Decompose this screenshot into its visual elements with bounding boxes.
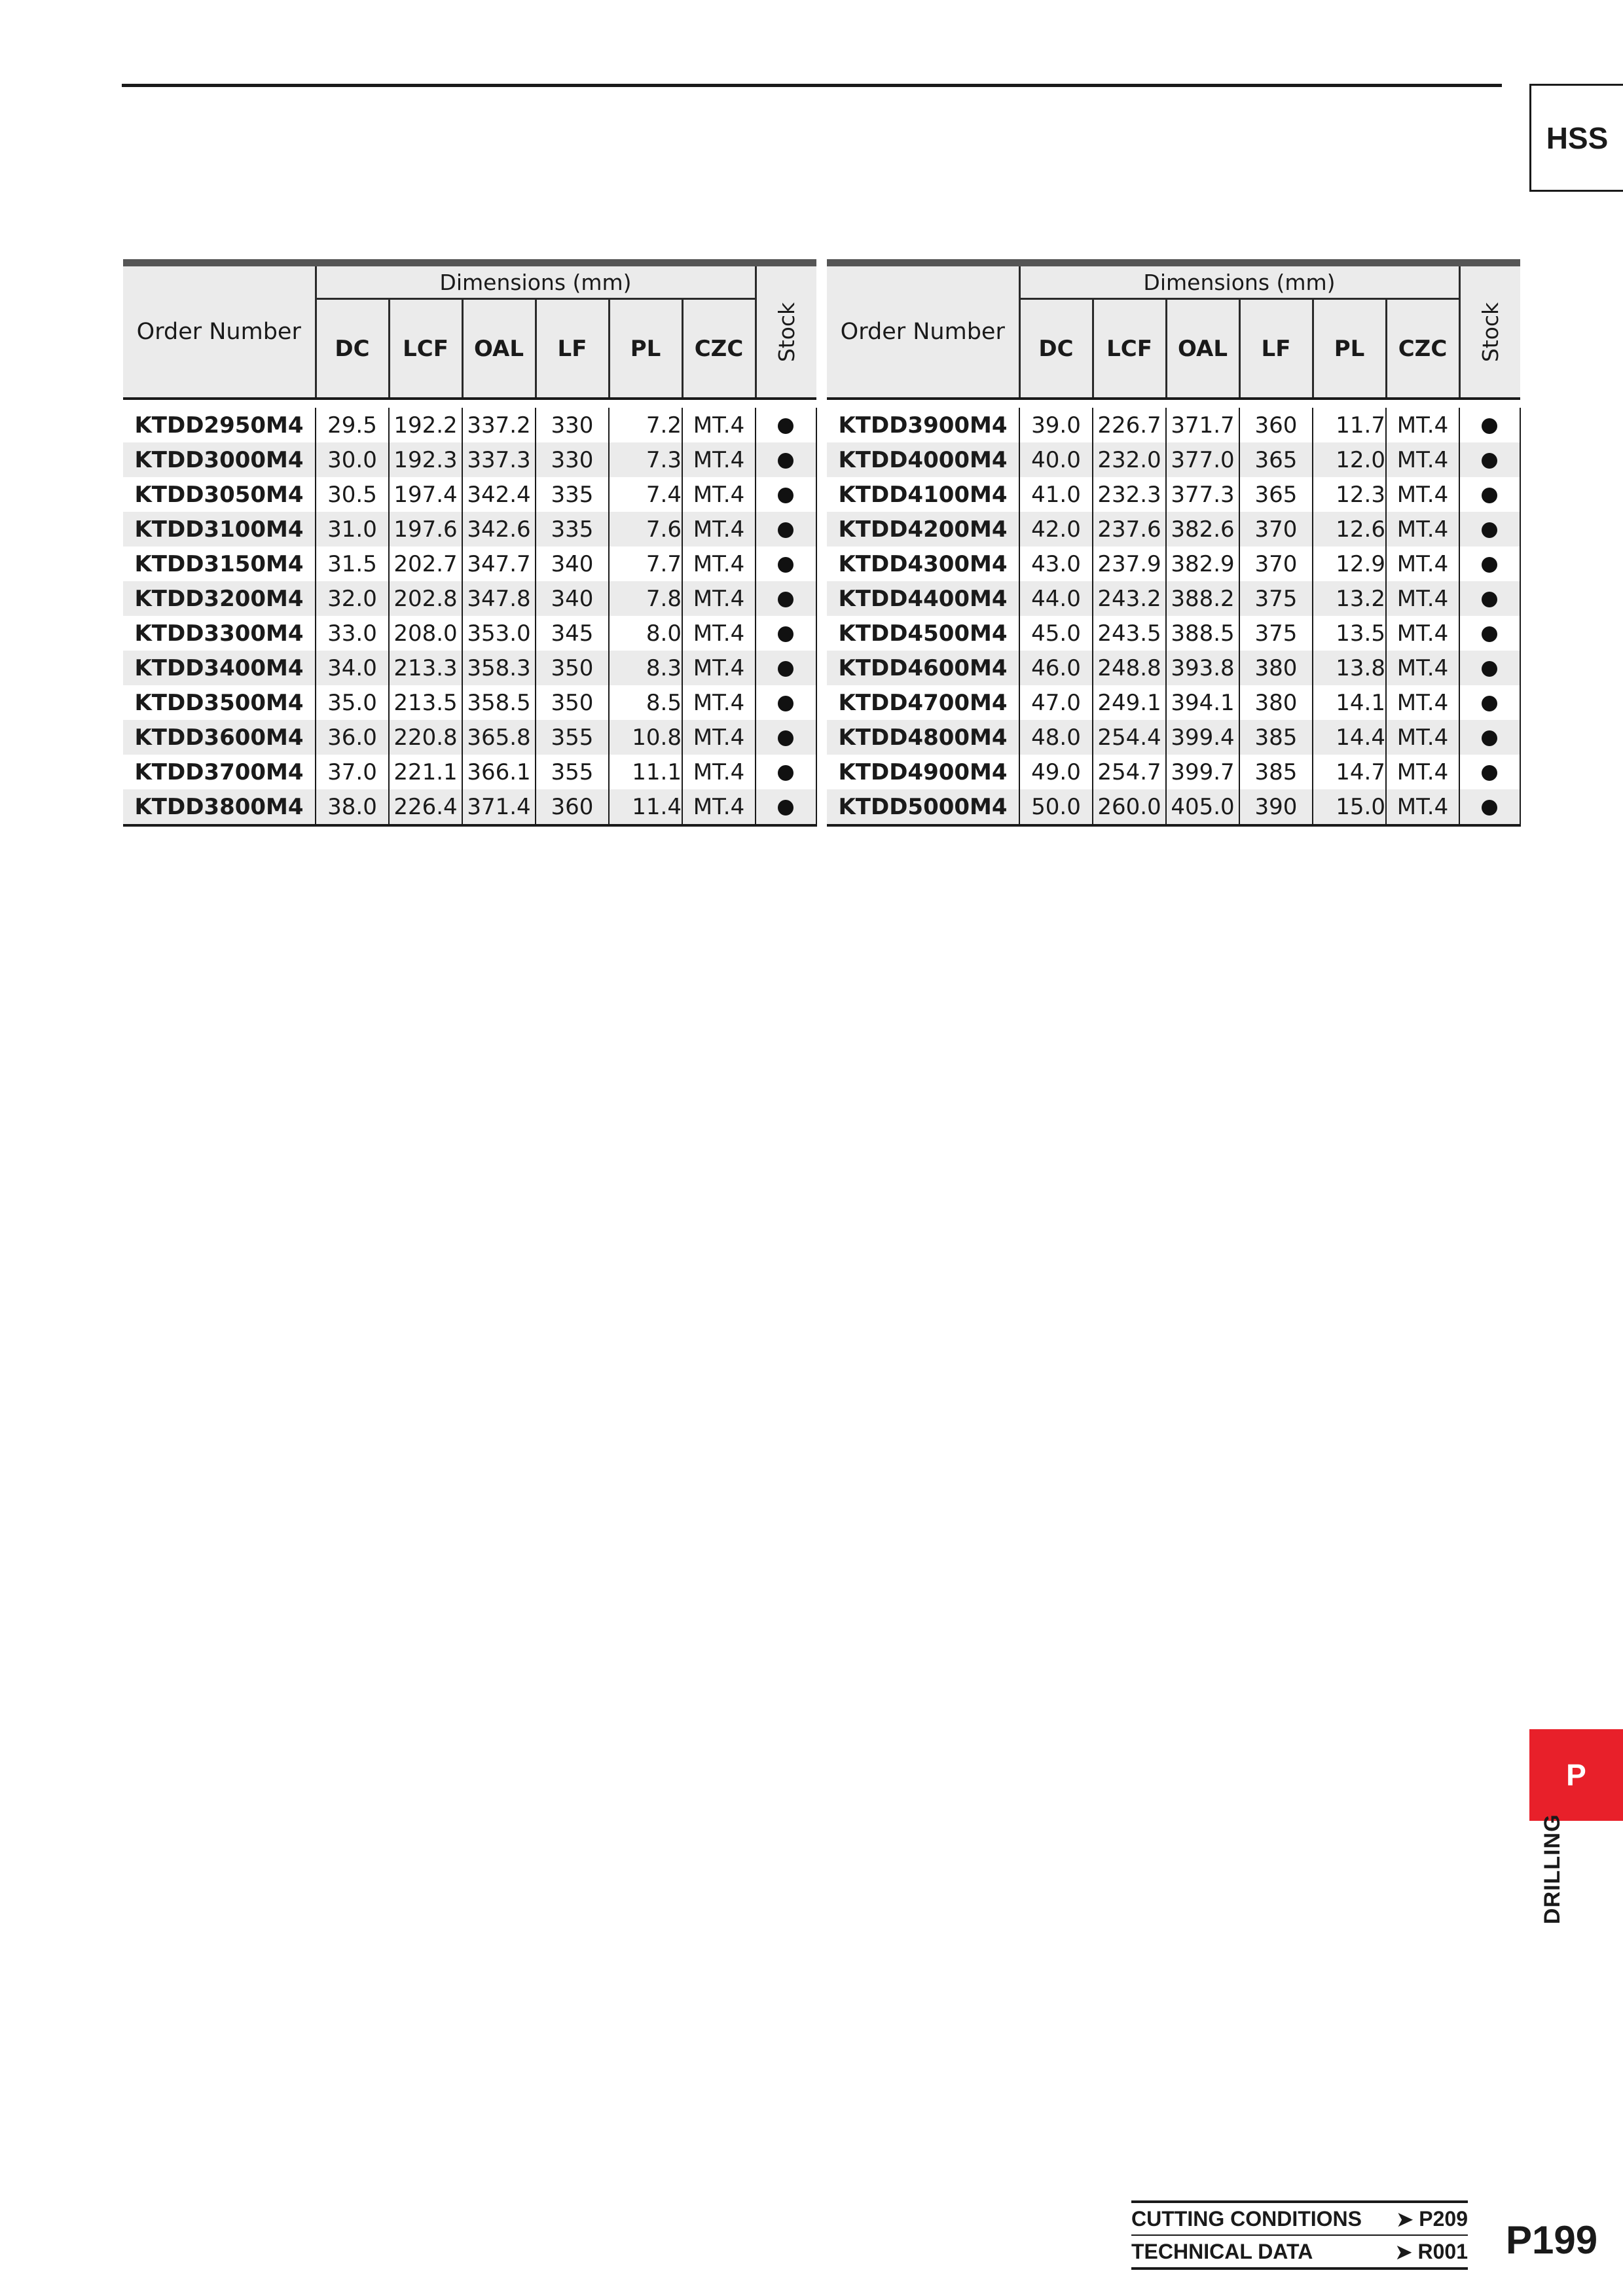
table-row (827, 512, 1520, 547)
czc-cell: MT.4 (682, 408, 756, 442)
table-row (123, 442, 816, 477)
in-stock-dot-icon (778, 557, 793, 573)
col-header-lcf: LCF (1093, 299, 1166, 399)
czc-cell: MT.4 (1386, 651, 1459, 685)
pl-cell: 13.8 (1313, 651, 1386, 685)
table-row (827, 477, 1520, 512)
in-stock-dot-icon (778, 488, 793, 503)
in-stock-dot-icon (1482, 488, 1497, 503)
czc-cell: MT.4 (1386, 616, 1459, 651)
pl-cell: 7.4 (609, 477, 682, 512)
reference-links (1131, 2200, 1468, 2270)
lf-cell: 350 (536, 651, 609, 685)
czc-cell: MT.4 (1386, 755, 1459, 789)
order-number-cell: KTDD4800M4 (827, 720, 1019, 755)
col-header-lcf: LCF (389, 299, 462, 399)
table-row (123, 512, 816, 547)
lf-cell: 360 (536, 789, 609, 825)
pl-cell: 7.2 (609, 408, 682, 442)
lcf-cell: 213.5 (389, 685, 462, 720)
pl-cell: 13.2 (1313, 581, 1386, 616)
czc-cell: MT.4 (682, 581, 756, 616)
lf-cell: 390 (1239, 789, 1313, 825)
oal-cell: 371.4 (462, 789, 536, 825)
oal-cell: 358.3 (462, 651, 536, 685)
table-row (827, 685, 1520, 720)
order-number-cell: KTDD4400M4 (827, 581, 1019, 616)
pl-cell: 13.5 (1313, 616, 1386, 651)
dc-cell: 46.0 (1019, 651, 1093, 685)
order-number-cell: KTDD4300M4 (827, 547, 1019, 581)
table-row (827, 616, 1520, 651)
stock-cell (1459, 442, 1520, 477)
dc-cell: 31.0 (316, 512, 389, 547)
in-stock-dot-icon (1482, 696, 1497, 711)
dimensions-header: Dimensions (mm) (316, 266, 756, 299)
lf-cell: 375 (1239, 581, 1313, 616)
lf-cell: 360 (1239, 408, 1313, 442)
arrow-right-icon: ➤ (1395, 2241, 1412, 2263)
left-spec-table (123, 259, 817, 827)
right-spec-table (827, 259, 1521, 827)
czc-cell: MT.4 (682, 477, 756, 512)
stock-cell (756, 547, 816, 581)
in-stock-dot-icon (778, 800, 793, 816)
section-p-tab: P (1529, 1729, 1623, 1821)
table-row (123, 581, 816, 616)
oal-cell: 399.4 (1166, 720, 1239, 755)
order-number-cell: KTDD3400M4 (123, 651, 316, 685)
in-stock-dot-icon (1482, 592, 1497, 607)
order-number-cell: KTDD3600M4 (123, 720, 316, 755)
lcf-cell: 220.8 (389, 720, 462, 755)
pl-cell: 11.7 (1313, 408, 1386, 442)
in-stock-dot-icon (1482, 418, 1497, 434)
stock-cell (1459, 685, 1520, 720)
table-row (123, 720, 816, 755)
in-stock-dot-icon (778, 661, 793, 677)
dc-cell: 36.0 (316, 720, 389, 755)
stock-cell (1459, 616, 1520, 651)
lcf-cell: 213.3 (389, 651, 462, 685)
col-header-dc: DC (316, 299, 389, 399)
stock-cell (756, 616, 816, 651)
col-header-pl: PL (1313, 299, 1386, 399)
pl-cell: 12.3 (1313, 477, 1386, 512)
in-stock-dot-icon (778, 522, 793, 538)
pl-cell: 7.6 (609, 512, 682, 547)
stock-cell (756, 789, 816, 825)
czc-cell: MT.4 (682, 755, 756, 789)
czc-cell: MT.4 (682, 789, 756, 825)
lf-cell: 370 (1239, 512, 1313, 547)
stock-cell (1459, 547, 1520, 581)
table-row (123, 477, 816, 512)
pl-cell: 7.7 (609, 547, 682, 581)
oal-cell: 399.7 (1166, 755, 1239, 789)
order-number-cell: KTDD3300M4 (123, 616, 316, 651)
stock-cell (756, 442, 816, 477)
pl-cell: 8.3 (609, 651, 682, 685)
lcf-cell: 232.3 (1093, 477, 1166, 512)
drilling-label: DRILLING (1540, 1814, 1565, 1924)
in-stock-dot-icon (778, 453, 793, 469)
arrow-right-icon: ➤ (1396, 2208, 1413, 2231)
czc-cell: MT.4 (1386, 512, 1459, 547)
in-stock-dot-icon (778, 626, 793, 642)
col-header-oal: OAL (1166, 299, 1239, 399)
dc-cell: 47.0 (1019, 685, 1093, 720)
pl-cell: 12.6 (1313, 512, 1386, 547)
page-number: P199 (1506, 2218, 1598, 2262)
order-number-cell: KTDD5000M4 (827, 789, 1019, 825)
pl-cell: 12.0 (1313, 442, 1386, 477)
table-row (827, 789, 1520, 825)
czc-cell: MT.4 (1386, 477, 1459, 512)
dc-cell: 39.0 (1019, 408, 1093, 442)
table-row (827, 755, 1520, 789)
stock-header: Stock (1459, 266, 1520, 399)
oal-cell: 382.6 (1166, 512, 1239, 547)
czc-cell: MT.4 (682, 651, 756, 685)
dimensions-header: Dimensions (mm) (1019, 266, 1459, 299)
lf-cell: 330 (536, 408, 609, 442)
order-number-cell: KTDD4000M4 (827, 442, 1019, 477)
lcf-cell: 208.0 (389, 616, 462, 651)
oal-cell: 365.8 (462, 720, 536, 755)
table-row (123, 408, 816, 442)
stock-cell (756, 408, 816, 442)
lcf-cell: 237.6 (1093, 512, 1166, 547)
oal-cell: 371.7 (1166, 408, 1239, 442)
czc-cell: MT.4 (682, 512, 756, 547)
dc-cell: 29.5 (316, 408, 389, 442)
cutting-conditions-link[interactable]: CUTTING CONDITIONS ➤ P209 (1131, 2206, 1468, 2231)
czc-cell: MT.4 (1386, 547, 1459, 581)
col-header-lf: LF (1239, 299, 1313, 399)
order-number-cell: KTDD4600M4 (827, 651, 1019, 685)
pl-cell: 12.9 (1313, 547, 1386, 581)
lcf-cell: 226.7 (1093, 408, 1166, 442)
lcf-cell: 254.7 (1093, 755, 1166, 789)
stock-cell (756, 581, 816, 616)
czc-cell: MT.4 (1386, 581, 1459, 616)
stock-cell (1459, 755, 1520, 789)
order-number-cell: KTDD3900M4 (827, 408, 1019, 442)
lcf-cell: 221.1 (389, 755, 462, 789)
stock-header: Stock (756, 266, 816, 399)
lcf-cell: 243.2 (1093, 581, 1166, 616)
oal-cell: 377.3 (1166, 477, 1239, 512)
czc-cell: MT.4 (1386, 408, 1459, 442)
oal-cell: 347.7 (462, 547, 536, 581)
in-stock-dot-icon (778, 765, 793, 781)
stock-cell (1459, 512, 1520, 547)
table-row (123, 755, 816, 789)
oal-cell: 337.2 (462, 408, 536, 442)
order-number-cell: KTDD3100M4 (123, 512, 316, 547)
lcf-cell: 226.4 (389, 789, 462, 825)
lf-cell: 385 (1239, 755, 1313, 789)
stock-cell (756, 720, 816, 755)
lf-cell: 365 (1239, 442, 1313, 477)
in-stock-dot-icon (1482, 522, 1497, 538)
order-number-cell: KTDD4200M4 (827, 512, 1019, 547)
table-row (123, 616, 816, 651)
czc-cell: MT.4 (682, 442, 756, 477)
order-number-cell: KTDD4900M4 (827, 755, 1019, 789)
in-stock-dot-icon (1482, 800, 1497, 816)
table-row (827, 581, 1520, 616)
dc-cell: 30.5 (316, 477, 389, 512)
stock-cell (756, 651, 816, 685)
lcf-cell: 192.2 (389, 408, 462, 442)
table-row (123, 547, 816, 581)
table-row (827, 442, 1520, 477)
lcf-cell: 249.1 (1093, 685, 1166, 720)
in-stock-dot-icon (778, 418, 793, 434)
order-number-cell: KTDD2950M4 (123, 408, 316, 442)
table-row (123, 651, 816, 685)
order-number-cell: KTDD4700M4 (827, 685, 1019, 720)
table-row (123, 685, 816, 720)
technical-data-link[interactable]: TECHNICAL DATA ➤ R001 (1131, 2239, 1468, 2263)
lf-cell: 355 (536, 755, 609, 789)
lf-cell: 380 (1239, 651, 1313, 685)
in-stock-dot-icon (1482, 453, 1497, 469)
lf-cell: 340 (536, 547, 609, 581)
oal-cell: 405.0 (1166, 789, 1239, 825)
czc-cell: MT.4 (682, 685, 756, 720)
order-number-cell: KTDD4100M4 (827, 477, 1019, 512)
col-header-pl: PL (609, 299, 682, 399)
stock-cell (1459, 408, 1520, 442)
in-stock-dot-icon (1482, 557, 1497, 573)
dc-cell: 44.0 (1019, 581, 1093, 616)
dc-cell: 45.0 (1019, 616, 1093, 651)
order-number-cell: KTDD3700M4 (123, 755, 316, 789)
dc-cell: 48.0 (1019, 720, 1093, 755)
oal-cell: 353.0 (462, 616, 536, 651)
lf-cell: 375 (1239, 616, 1313, 651)
oal-cell: 394.1 (1166, 685, 1239, 720)
stock-cell (1459, 720, 1520, 755)
oal-cell: 342.6 (462, 512, 536, 547)
dc-cell: 49.0 (1019, 755, 1093, 789)
stock-cell (756, 755, 816, 789)
lf-cell: 370 (1239, 547, 1313, 581)
oal-cell: 393.8 (1166, 651, 1239, 685)
oal-cell: 366.1 (462, 755, 536, 789)
czc-cell: MT.4 (682, 616, 756, 651)
pl-cell: 11.1 (609, 755, 682, 789)
czc-cell: MT.4 (1386, 685, 1459, 720)
stock-cell (1459, 581, 1520, 616)
oal-cell: 388.2 (1166, 581, 1239, 616)
table-row (123, 789, 816, 825)
dc-cell: 41.0 (1019, 477, 1093, 512)
oal-cell: 382.9 (1166, 547, 1239, 581)
in-stock-dot-icon (778, 730, 793, 746)
pl-cell: 10.8 (609, 720, 682, 755)
pl-cell: 14.4 (1313, 720, 1386, 755)
lcf-cell: 237.9 (1093, 547, 1166, 581)
oal-cell: 342.4 (462, 477, 536, 512)
order-number-cell: KTDD3150M4 (123, 547, 316, 581)
oal-cell: 388.5 (1166, 616, 1239, 651)
in-stock-dot-icon (1482, 661, 1497, 677)
order-number-cell: KTDD3200M4 (123, 581, 316, 616)
order-number-cell: KTDD4500M4 (827, 616, 1019, 651)
dc-cell: 38.0 (316, 789, 389, 825)
czc-cell: MT.4 (1386, 442, 1459, 477)
table-row (827, 408, 1520, 442)
czc-cell: MT.4 (682, 547, 756, 581)
lf-cell: 330 (536, 442, 609, 477)
order-number-header: Order Number (123, 266, 316, 399)
czc-cell: MT.4 (682, 720, 756, 755)
lf-cell: 355 (536, 720, 609, 755)
lf-cell: 380 (1239, 685, 1313, 720)
pl-cell: 11.4 (609, 789, 682, 825)
pl-cell: 15.0 (1313, 789, 1386, 825)
lcf-cell: 232.0 (1093, 442, 1166, 477)
in-stock-dot-icon (778, 592, 793, 607)
order-number-cell: KTDD3000M4 (123, 442, 316, 477)
dc-cell: 32.0 (316, 581, 389, 616)
pl-cell: 8.5 (609, 685, 682, 720)
in-stock-dot-icon (1482, 626, 1497, 642)
col-header-dc: DC (1019, 299, 1093, 399)
pl-cell: 14.1 (1313, 685, 1386, 720)
in-stock-dot-icon (1482, 765, 1497, 781)
lf-cell: 345 (536, 616, 609, 651)
lf-cell: 385 (1239, 720, 1313, 755)
lf-cell: 335 (536, 477, 609, 512)
pl-cell: 7.3 (609, 442, 682, 477)
lcf-cell: 202.7 (389, 547, 462, 581)
oal-cell: 358.5 (462, 685, 536, 720)
lcf-cell: 197.6 (389, 512, 462, 547)
lcf-cell: 260.0 (1093, 789, 1166, 825)
order-number-header: Order Number (827, 266, 1019, 399)
order-number-cell: KTDD3500M4 (123, 685, 316, 720)
dc-cell: 34.0 (316, 651, 389, 685)
lcf-cell: 254.4 (1093, 720, 1166, 755)
table-row (827, 651, 1520, 685)
col-header-czc: CZC (682, 299, 756, 399)
col-header-czc: CZC (1386, 299, 1459, 399)
table-row (827, 547, 1520, 581)
top-rule (122, 84, 1502, 87)
order-number-cell: KTDD3800M4 (123, 789, 316, 825)
dc-cell: 40.0 (1019, 442, 1093, 477)
table-row (827, 720, 1520, 755)
dc-cell: 33.0 (316, 616, 389, 651)
dc-cell: 42.0 (1019, 512, 1093, 547)
dc-cell: 35.0 (316, 685, 389, 720)
lf-cell: 350 (536, 685, 609, 720)
oal-cell: 337.3 (462, 442, 536, 477)
lf-cell: 365 (1239, 477, 1313, 512)
oal-cell: 347.8 (462, 581, 536, 616)
lcf-cell: 243.5 (1093, 616, 1166, 651)
dc-cell: 43.0 (1019, 547, 1093, 581)
dc-cell: 31.5 (316, 547, 389, 581)
pl-cell: 14.7 (1313, 755, 1386, 789)
lcf-cell: 192.3 (389, 442, 462, 477)
stock-cell (756, 477, 816, 512)
dc-cell: 37.0 (316, 755, 389, 789)
col-header-oal: OAL (462, 299, 536, 399)
order-number-cell: KTDD3050M4 (123, 477, 316, 512)
stock-cell (1459, 477, 1520, 512)
lf-cell: 340 (536, 581, 609, 616)
pl-cell: 8.0 (609, 616, 682, 651)
stock-cell (1459, 651, 1520, 685)
lcf-cell: 248.8 (1093, 651, 1166, 685)
hss-section-tab: HSS (1529, 84, 1623, 192)
dc-cell: 50.0 (1019, 789, 1093, 825)
lf-cell: 335 (536, 512, 609, 547)
czc-cell: MT.4 (1386, 720, 1459, 755)
col-header-lf: LF (536, 299, 609, 399)
oal-cell: 377.0 (1166, 442, 1239, 477)
stock-cell (756, 512, 816, 547)
lcf-cell: 202.8 (389, 581, 462, 616)
stock-cell (756, 685, 816, 720)
in-stock-dot-icon (1482, 730, 1497, 746)
czc-cell: MT.4 (1386, 789, 1459, 825)
stock-cell (1459, 789, 1520, 825)
in-stock-dot-icon (778, 696, 793, 711)
pl-cell: 7.8 (609, 581, 682, 616)
dc-cell: 30.0 (316, 442, 389, 477)
lcf-cell: 197.4 (389, 477, 462, 512)
